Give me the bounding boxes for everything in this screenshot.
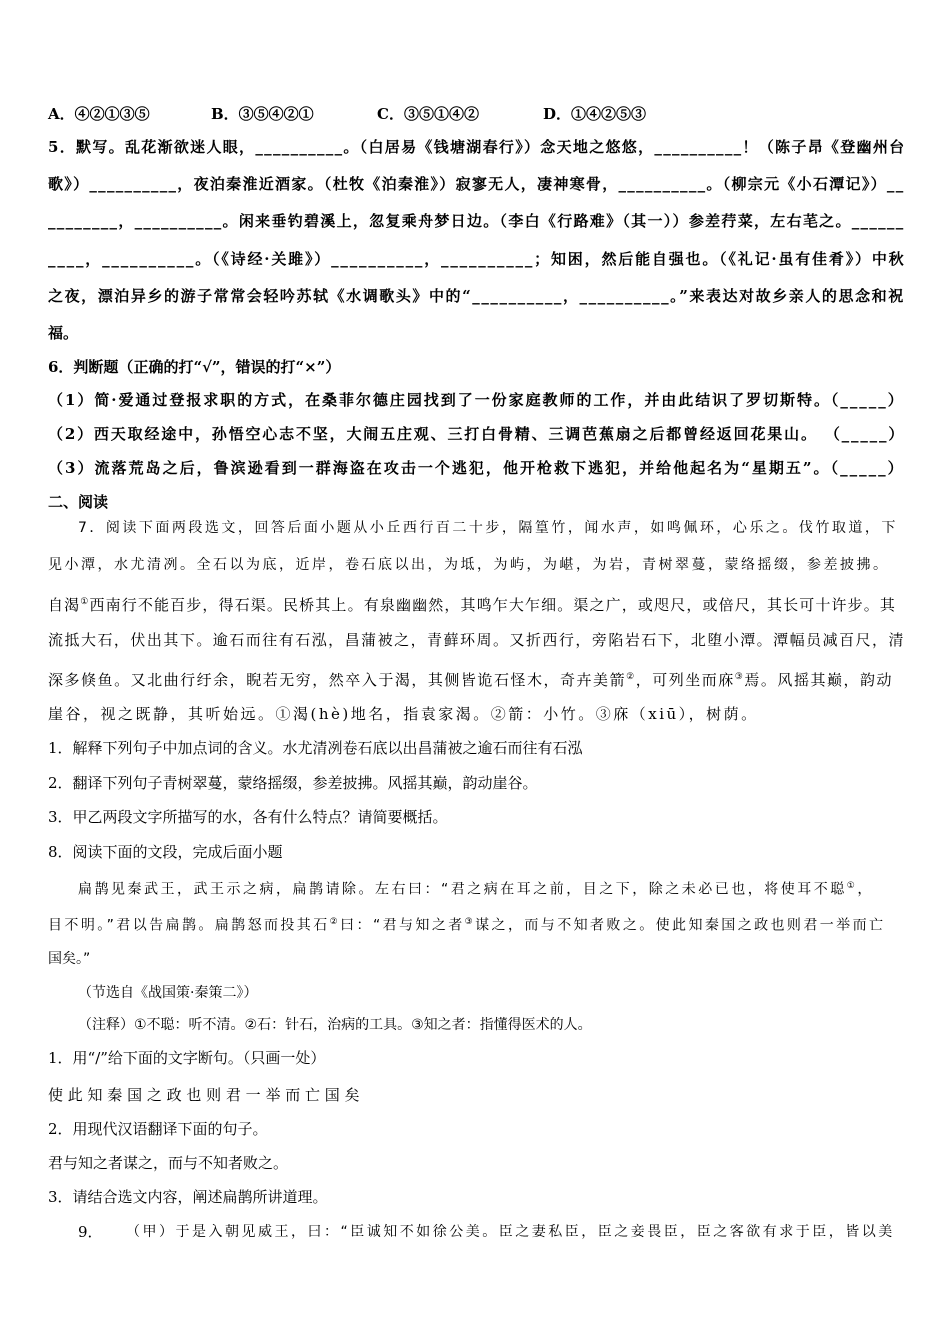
option-c: C．③⑤①④② — [377, 105, 479, 123]
q8-sub-1-text: 使 此 知 秦 国 之 政 也 则 君 一 举 而 亡 国 矣 — [48, 1086, 360, 1104]
q5-line-4: ____，__________。（《诗经·关雎》）__________，__________；知困，然后能自强也。（《礼记·虽有佳肴》）中秋 — [48, 250, 906, 268]
q8-title: 8．阅读下面的文段，完成后面小题 — [48, 843, 283, 861]
footnote-marker: ① — [846, 881, 858, 891]
footnote-marker: ③ — [464, 917, 476, 927]
footnote-marker: ② — [626, 672, 636, 682]
q8-para-line-2-text-a: 目不明。”君以告扁鹊。扁鹊怒而投其石 — [48, 917, 330, 934]
q8-para-line-2 — [48, 912, 885, 936]
q9-number: 9． — [78, 1223, 103, 1241]
section-title: 二、阅读 — [48, 493, 109, 511]
q8-sub-2: 2．用现代汉语翻译下面的句子。 — [48, 1120, 268, 1138]
q7-line-3 — [48, 592, 896, 615]
q6-item-3: （3）流落荒岛之后，鲁滨逊看到一群海盗在攻击一个逃犯，他开枪救下逃犯，并给他起名为“星期五”。（_____） — [48, 459, 905, 477]
q7-line-3-text-a: 自渴 — [48, 596, 81, 614]
q6-item-2: （2）西天取经途中，孙悟空心志不坚，大闹五庄观、三打白骨精、三调芭蕉扇之后都曾经返回花果山。 （_____） — [48, 425, 906, 443]
q8-para-line-2-text-b: 曰：“君与知之者 — [340, 917, 465, 934]
footnote-marker: ① — [80, 597, 90, 607]
q8-notes: （注释）①不聪：听不清。②石：针石，治病的工具。③知之者：指懂得医术的人。 — [78, 1017, 592, 1033]
q8-para-line-1 — [78, 876, 874, 900]
q7-sub-1: 1．解释下列句子中加点词的含义。水尤清冽卷石底以出昌蒲被之逾石而往有石泓 — [48, 739, 583, 757]
q7-line-5-text-b: ，可列坐而庥 — [635, 671, 735, 689]
q7-line-5-text-a: 深多倏鱼。又北曲行纡余，睨若无穷，然卒入于渴，其侧皆诡石怪木，奇卉美箭 — [48, 671, 627, 689]
option-d: D．①④②⑤③ — [543, 105, 647, 123]
footnote-marker: ② — [329, 917, 341, 927]
q5-line-6: 福。 — [48, 324, 79, 342]
q7-sub-2: 2．翻译下列句子青树翠蔓，蒙络摇缀，参差披拂。风摇其巅，韵动崖谷。 — [48, 774, 538, 792]
q7-line-5 — [48, 667, 893, 690]
q7-sub-3: 3．甲乙两段文字所描写的水，各有什么特点？请简要概括。 — [48, 808, 448, 826]
q5-line-1: 5．默写。乱花渐欲迷人眼，__________。（白居易《钱塘湖春行》）念天地之悠悠，__________！（陈子昂《登幽州台 — [48, 138, 906, 156]
q8-para-line-2-text-c: 谋之，而与不知者败之。使此知秦国之政也则君一举而亡 — [475, 917, 886, 934]
q8-para-line-1-text: 扁鹊见秦武王，武王示之病，扁鹊请除。左右曰：“君之病在耳之前，目之下，除之未必已也，将使耳不聪 — [78, 881, 847, 898]
q9-line-1: （甲）于是入朝见威王，曰：“臣诚知不如徐公美。臣之妻私臣，臣之妾畏臣，臣之客欲有求于臣，皆以美 — [126, 1224, 895, 1240]
q8-para-line-1-end: ， — [857, 881, 874, 898]
q6-title: 6．判断题（正确的打“√”，错误的打“×”） — [48, 358, 341, 376]
q7-line-5-text-c: 焉。风摇其巅，韵动 — [744, 671, 894, 689]
footnote-marker: ③ — [734, 672, 745, 682]
option-a: A．④②①③⑤ — [48, 105, 150, 123]
q6-item-1: （1）简·爱通过登报求职的方式，在桑菲尔德庄园找到了一份家庭教师的工作，并由此结识了罗切斯特。（_____） — [48, 391, 905, 409]
q8-sub-1: 1．用“/”给下面的文字断句。（只画一处） — [48, 1049, 326, 1067]
q7-line-1: 7．阅读下面两段选文，回答后面小题从小丘西行百二十步，隔篁竹，闻水声，如鸣佩环，心乐之。伐竹取道，下 — [78, 520, 898, 536]
q7-line-2: 见小潭，水尤清冽。全石以为底，近岸，卷石底以出，为坻，为屿，为嵁，为岩，青树翠蔓，蒙络摇缀，参差披拂。 — [48, 557, 890, 573]
q5-line-2: 歌》）__________，夜泊秦淮近酒家。（杜牧《泊秦淮》）寂寥无人，凄神寒骨，__________。（柳宗元《小石潭记》）__ — [48, 175, 905, 193]
q7-line-3-text-b: 西南行不能百步，得石渠。民桥其上。有泉幽幽然，其鸣乍大乍细。渠之广，或咫尺，或倍尺，其长可十许步。其 — [89, 596, 897, 614]
q5-line-3: ________，__________。闲来垂钓碧溪上，忽复乘舟梦日边。（李白《行路难》（其一））参差荇菜，左右芼之。______ — [48, 212, 905, 230]
q8-sub-3: 3．请结合选文内容，阐述扁鹊所讲道理。 — [48, 1188, 328, 1206]
q7-line-6: 崖谷，视之既静，其听始远。①渴(hè)地名，指袁家渴。②箭：小竹。③庥（xiū），树荫。 — [48, 705, 759, 723]
q8-para-line-3: 国矣。” — [48, 951, 91, 967]
q5-line-5: 之夜，漂泊异乡的游子常常会轻吟苏轼《水调歌头》中的“__________，__________。”来表达对故乡亲人的思念和祝 — [48, 287, 905, 305]
option-b: B．③⑤④②① — [211, 105, 314, 123]
q7-line-4: 流抵大石，伏出其下。逾石而往有石泓，昌蒲被之，青藓环周。又折西行，旁陷岩石下，北堕小潭。潭幅员减百尺，清 — [48, 631, 906, 649]
q8-sub-2-text: 君与知之者谋之，而与不知者败之。 — [48, 1154, 289, 1172]
q8-source: （节选自《战国策·秦策二》） — [78, 985, 258, 1001]
